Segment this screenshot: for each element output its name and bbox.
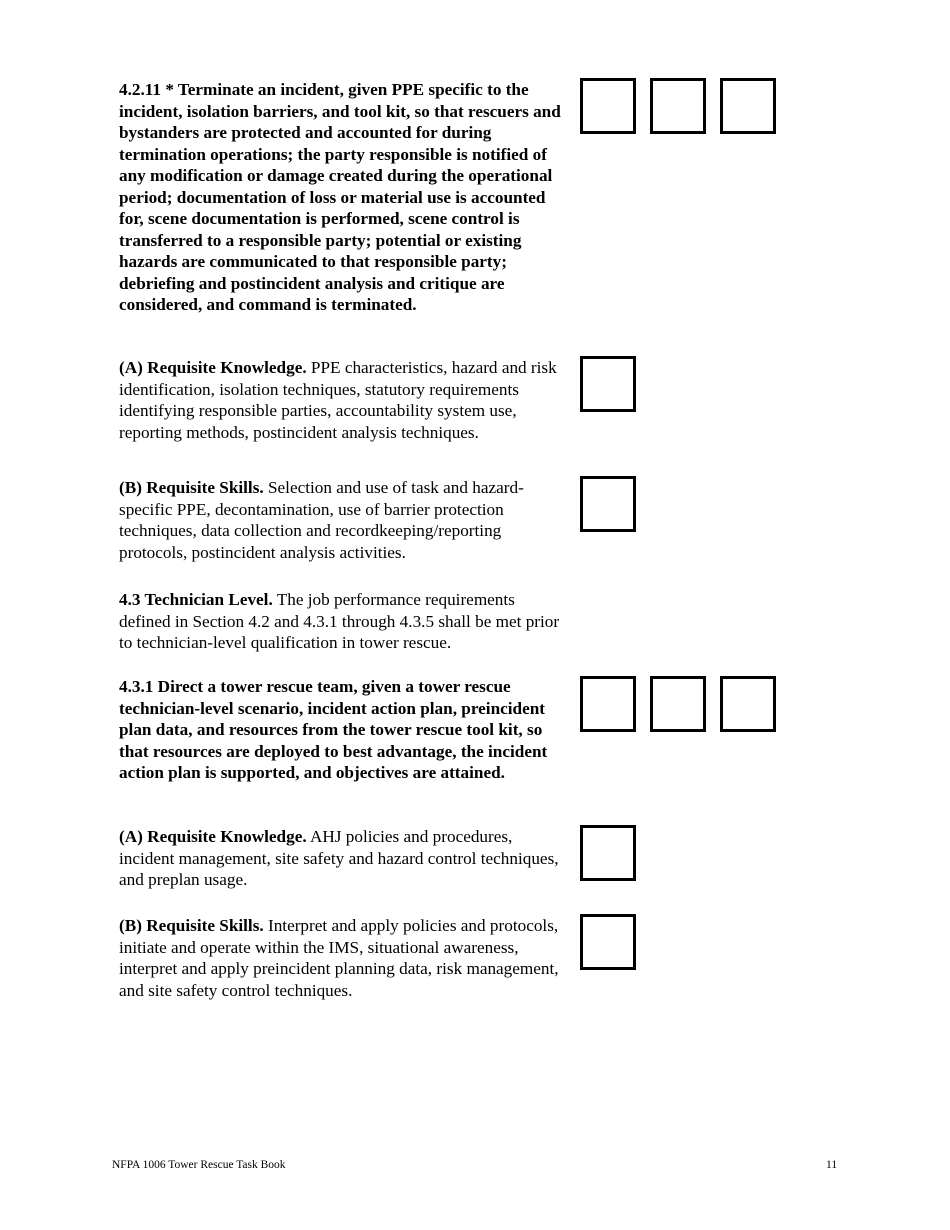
jpr-4-3-1: 4.3.1 Direct a tower rescue team, given a tower rescue technician-level scenario, incident action plan, preincident plan data, and resources from the tower rescue tool kit, so that resources are deployed to best advantage, the incident action plan is supported, and objectives are attained. bbox=[119, 677, 548, 782]
checkbox-4-3-1-b[interactable] bbox=[650, 676, 706, 732]
checkbox-4-2-11-a[interactable] bbox=[580, 78, 636, 134]
requisite-skills-4-3-1 bbox=[119, 915, 565, 1001]
jpr-4-2-11: 4.2.11 * Terminate an incident, given PPE specific to the incident, isolation barriers, and tool kit, so that rescuers and bystanders are protected and accounted for during termination operations; the party responsible is notified of any modification or damage created during the operational period; documentation of loss or material use is accounted for, scene documentation is performed, scene control is transferred to a responsible party; potential or existing hazards are communicated to that responsible party; debriefing and postincident analysis and critique are considered, and command is terminated. bbox=[119, 80, 561, 314]
section-4-3-technician-level bbox=[119, 589, 565, 654]
checkbox-4-2-11-b[interactable] bbox=[650, 78, 706, 134]
requisite-knowledge-text: PPE characteristics, hazard and risk identification, isolation techniques, statutory requirements identifying responsible parties, accountability system use, reporting methods, postincident analysis techniques. bbox=[119, 358, 557, 442]
section-4-3-label: 4.3 Technician Level. bbox=[119, 590, 273, 609]
checkbox-4-2-11-c[interactable] bbox=[720, 78, 776, 134]
checkbox-4-2-11-knowledge[interactable] bbox=[580, 356, 636, 412]
checkbox-4-3-1-skills[interactable] bbox=[580, 914, 636, 970]
requisite-knowledge-4-2-11 bbox=[119, 357, 565, 443]
requisite-knowledge-label: (A) Requisite Knowledge. bbox=[119, 827, 307, 846]
requisite-skills-text: Interpret and apply policies and protocols, initiate and operate within the IMS, situational awareness, interpret and apply preincident planning data, risk management, and site safety control techniques. bbox=[119, 916, 559, 1000]
requisite-skills-label: (B) Requisite Skills. bbox=[119, 478, 264, 497]
footer-title: NFPA 1006 Tower Rescue Task Book bbox=[112, 1159, 286, 1171]
requisite-knowledge-text: AHJ policies and procedures, incident management, site safety and hazard control techniques, and preplan usage. bbox=[119, 827, 559, 889]
checkbox-4-3-1-knowledge[interactable] bbox=[580, 825, 636, 881]
page-number: 11 bbox=[826, 1159, 838, 1171]
requisite-skills-label: (B) Requisite Skills. bbox=[119, 916, 264, 935]
section-4-3-text: The job performance requirements defined in Section 4.2 and 4.3.1 through 4.3.5 shall be met prior to technician-level qualification in tower rescue. bbox=[119, 590, 560, 652]
checkbox-4-3-1-c[interactable] bbox=[720, 676, 776, 732]
requisite-skills-4-2-11 bbox=[119, 477, 565, 563]
checkbox-4-3-1-a[interactable] bbox=[580, 676, 636, 732]
requisite-knowledge-4-3-1 bbox=[119, 826, 565, 891]
requisite-skills-text: Selection and use of task and hazard-specific PPE, decontamination, use of barrier protection techniques, data collection and recordkeeping/reporting protocols, postincident analysis activities. bbox=[119, 478, 524, 562]
requisite-knowledge-label: (A) Requisite Knowledge. bbox=[119, 358, 307, 377]
checkbox-4-2-11-skills[interactable] bbox=[580, 476, 636, 532]
